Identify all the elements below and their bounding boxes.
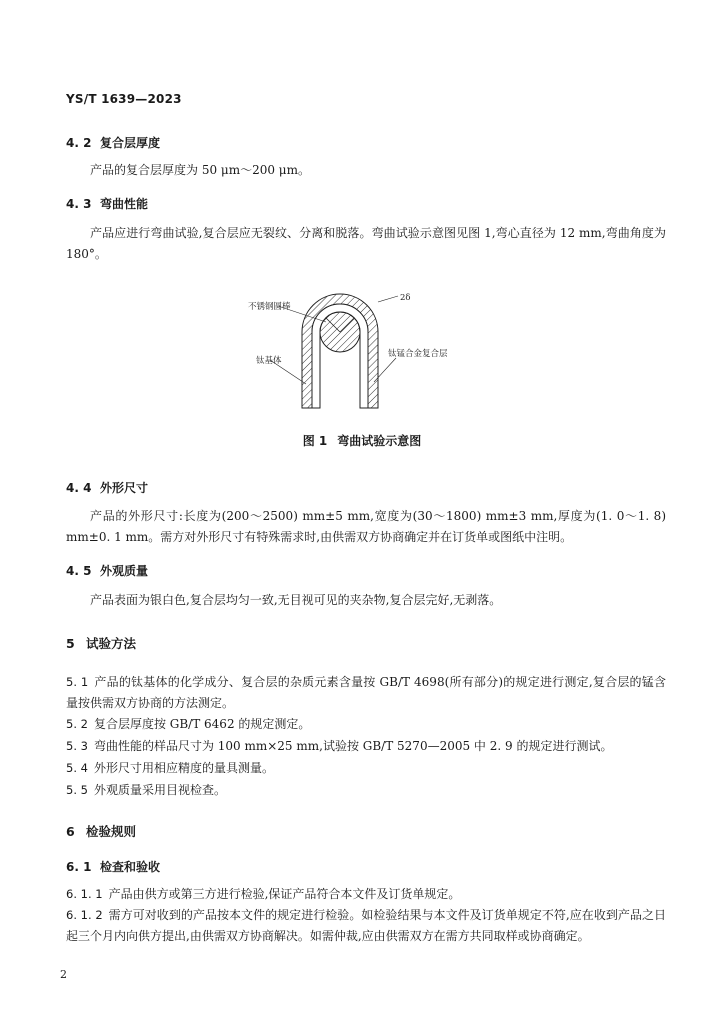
- heading-6-1: [66, 858, 160, 875]
- heading-title: 弯曲性能: [100, 197, 149, 211]
- heading-5: [66, 634, 136, 652]
- label-mandrel: 不锈钢圆棒: [248, 302, 291, 312]
- item-6-1-2: [66, 905, 666, 947]
- item-5-5: [66, 780, 666, 801]
- heading-title: 试验方法: [86, 636, 137, 651]
- heading-6: [66, 822, 136, 840]
- item-5-3: [66, 736, 666, 757]
- para-4-3: 产品应进行弯曲试验,复合层应无裂纹、分离和脱落。弯曲试验示意图见图 1,弯心直径为 12 mm,弯曲角度为 180°。: [66, 226, 666, 261]
- item-text: 产品由供方或第三方进行检验,保证产品符合本文件及订货单规定。: [108, 887, 461, 901]
- heading-number: 6. 1: [66, 860, 92, 874]
- item-text: 产品的钛基体的化学成分、复合层的杂质元素含量按 GB/T 4698(所有部分)的规定进行测定,复合层的锰含量按供需双方协商的方法测定。: [66, 675, 666, 710]
- label-dimension: 2δ: [400, 293, 411, 303]
- item-text: 弯曲性能的样品尺寸为 100 mm×25 mm,试验按 GB/T 5270—2005 中 2. 9 的规定进行测试。: [93, 739, 613, 753]
- para-4-4: 产品的外形尺寸:长度为(200～2500) mm±5 mm,宽度为(30～1800) mm±3 mm,厚度为(1. 0～1. 8) mm±0. 1 mm。需方对外形尺寸有特殊需求时,由供需双方协商确定并在订货单或图纸中注明。: [66, 509, 666, 544]
- heading-title: 复合层厚度: [100, 136, 161, 150]
- item-5-4: [66, 758, 666, 779]
- heading-number: 4. 3: [66, 197, 92, 211]
- heading-4-3: [66, 195, 148, 212]
- item-text: 外形尺寸用相应精度的量具测量。: [93, 761, 274, 775]
- item-text: 复合层厚度按 GB/T 6462 的规定测定。: [93, 717, 311, 731]
- heading-number: 4. 5: [66, 564, 92, 578]
- heading-title: 外观质量: [100, 564, 149, 578]
- item-number: 5. 3: [66, 739, 88, 753]
- standard-code: YS/T 1639—2023: [66, 92, 182, 106]
- item-text: 需方可对收到的产品按本文件的规定进行检验。如检验结果与本文件及订货单规定不符,应在收到产品之日起三个月内向供方提出,由供需双方协商解决。如需仲裁,应由供需双方在需方共同取样或协商确定。: [66, 908, 666, 943]
- label-substrate: 钛基体: [256, 356, 282, 366]
- item-number: 6. 1. 2: [66, 908, 103, 922]
- item-number: 5. 5: [66, 783, 88, 797]
- para-4-5: 产品表面为银白色,复合层均匀一致,无目视可见的夹杂物,复合层完好,无剥落。: [90, 593, 502, 607]
- label-composite-layer: 钛锰合金复合层: [388, 349, 448, 359]
- heading-number: 6: [66, 824, 75, 839]
- item-text: 外观质量采用目视检查。: [93, 783, 226, 797]
- item-number: 5. 2: [66, 717, 88, 731]
- para-4-2: 产品的复合层厚度为 50 μm～200 μm。: [90, 163, 310, 177]
- heading-number: 4. 4: [66, 481, 92, 495]
- heading-number: 5: [66, 636, 75, 651]
- caption-title: 弯曲试验示意图: [337, 434, 422, 448]
- heading-title: 外形尺寸: [100, 481, 149, 495]
- item-5-2: [66, 714, 666, 735]
- heading-number: 4. 2: [66, 136, 92, 150]
- item-number: 5. 1: [66, 675, 89, 689]
- item-number: 5. 4: [66, 761, 88, 775]
- item-5-1: [66, 672, 666, 714]
- item-6-1-1: [66, 884, 666, 905]
- item-number: 6. 1. 1: [66, 887, 103, 901]
- bend-test-diagram: [230, 280, 470, 420]
- caption-number: 图 1: [302, 434, 328, 448]
- heading-4-4: [66, 479, 148, 496]
- figure-caption: [0, 432, 724, 449]
- page-number: 2: [60, 968, 67, 981]
- heading-title: 检验规则: [86, 824, 137, 839]
- heading-4-5: [66, 562, 148, 579]
- heading-title: 检查和验收: [100, 860, 161, 874]
- heading-4-2: [66, 134, 160, 151]
